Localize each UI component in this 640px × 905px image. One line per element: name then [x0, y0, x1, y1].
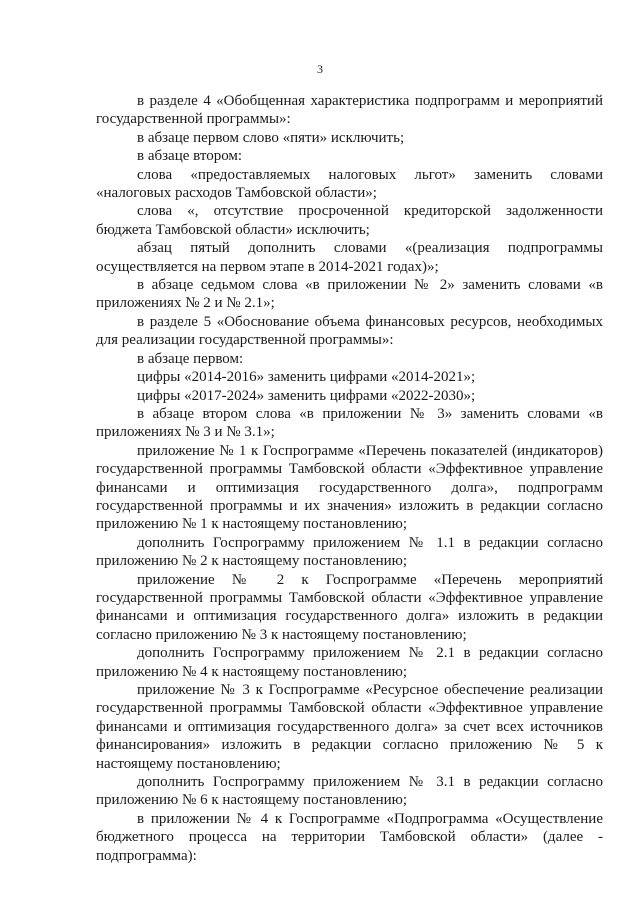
- paragraph-section-5-first-abzac: в абзаце первом:: [137, 350, 244, 367]
- paragraph-fifth-abzac: абзац пятый дополнить словами «(реализация подпрограммы осуществляется на первом этапе в 2014-2021 годах)»;: [96, 240, 603, 275]
- paragraph-appendix-2-1: дополнить Госпрограмму приложением № 2.1 в редакции согласно приложению № 4 к настоящему постановлению;: [96, 645, 603, 680]
- document-body: [96, 92, 603, 865]
- paragraph-appendix-3-1: дополнить Госпрограмму приложением № 3.1 в редакции согласно приложению № 6 к настоящему постановлению;: [96, 774, 603, 809]
- paragraph-section-5-heading: в разделе 5 «Обоснование объема финансовых ресурсов, необходимых для реализации государственной программы»:: [96, 313, 603, 349]
- paragraph-years-2014: цифры «2014-2016» заменить цифрами «2014-2021»;: [137, 369, 476, 386]
- paragraph-appendix-2: приложение № 2 к Госпрограмме «Перечень мероприятий государственной программы Тамбовской области «Эффективное управление финансами и оптимизация государственного долга» изложить в редакции согласно приложению № 3 к настоящему постановлению;: [96, 571, 603, 643]
- paragraph-overdue-debt: слова «, отсутствие просроченной кредиторской задолженности бюджета Тамбовской области» исключить;: [96, 203, 603, 238]
- paragraph-section-5-second-abzac: в абзаце втором слова «в приложении № 3» заменить словами «в приложениях № 3 и № 3.1»;: [96, 405, 603, 441]
- paragraph-seventh-abzac: в абзаце седьмом слова «в приложении № 2» заменить словами «в приложениях № 2 и № 2.1»;: [96, 277, 603, 312]
- paragraph-appendix-1-1: дополнить Госпрограмму приложением № 1.1 в редакции согласно приложению № 2 к настоящему постановлению;: [96, 534, 603, 570]
- paragraph-section-4-heading: в разделе 4 «Обобщенная характеристика подпрограмм и мероприятий государственной программы»:: [96, 93, 603, 128]
- paragraph-first-abzac: в абзаце первом слово «пяти» исключить;: [137, 129, 405, 146]
- paragraph-appendix-3: приложение № 3 к Госпрограмме «Ресурсное обеспечение реализации государственной программы Тамбовской области «Эффективное управление финансами и оптимизация государственного долга» за счет всех источников финансирования» изложить в редакции согласно приложению № 5 к настоящему постановлению;: [96, 682, 603, 772]
- paragraph-appendix-1: приложение № 1 к Госпрограмме «Перечень показателей (индикаторов) государственной программы Тамбовской области «Эффективное управление финансами и оптимизация государственного долга», подпрограмм государственной программы и их значения» изложить в редакции согласно приложению № 1 к настоящему постановлению;: [96, 442, 603, 533]
- paragraph-years-2017: цифры «2017-2024» заменить цифрами «2022-2030»;: [137, 387, 476, 404]
- paragraph-tax-benefits: слова «предоставляемых налоговых льгот» заменить словами «налоговых расходов Тамбовской области»;: [96, 166, 603, 202]
- paragraph-appendix-4: в приложении № 4 к Госпрограмме «Подпрограмма «Осуществление бюджетного процесса на территории Тамбовской области» (далее - подпрограмма):: [96, 810, 603, 864]
- paragraph-second-abzac: в абзаце втором:: [137, 148, 243, 165]
- page-number: 3: [317, 62, 323, 76]
